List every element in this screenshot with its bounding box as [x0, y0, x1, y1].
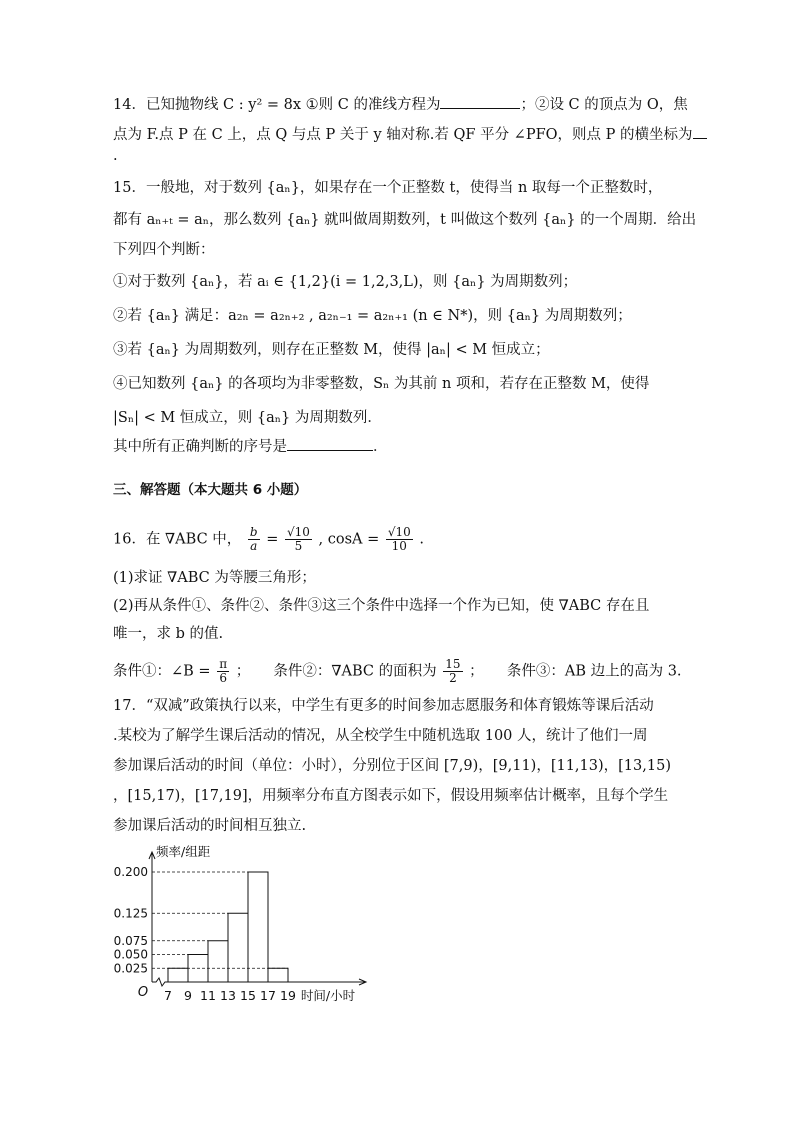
q15-item4: ④已知数列 {aₙ} 的各项均为非零整数，Sₙ 为其前 n 项和，若存在正整数 M，使得 — [113, 376, 650, 392]
q16-part2b: 唯一，求 b 的值. — [113, 626, 224, 642]
q14-line3: . — [113, 148, 118, 164]
q17-line3: 参加课后活动的时间（单位：小时），分别位于区间 [7,9)，[9,11)，[11,13)，[13,15) — [113, 758, 671, 774]
q16-frac-ba: $\frac{b}{a}$ — [249, 525, 258, 553]
q15-item3: ③若 {aₙ} 为周期数列，则存在正整数 M，使得 |aₙ| < M 恒成立； — [113, 342, 550, 358]
y-tick-0.050: 0.050 — [113, 947, 148, 962]
x-tick-19: 19 — [280, 988, 296, 1003]
y-tick-0.125: 0.125 — [113, 906, 148, 921]
x-tick-9: 9 — [184, 988, 192, 1003]
q17-line5: 参加课后活动的时间相互独立. — [113, 818, 307, 834]
section-heading: 三、解答题（本大题共 6 小题） — [113, 482, 308, 498]
q16-frac-sqrt10-10: $\frac{√10}{10}$ — [387, 525, 411, 553]
q15-line3: 下列四个判断： — [113, 242, 215, 258]
x-tick-17: 17 — [260, 988, 276, 1003]
origin-label: O — [137, 985, 149, 1000]
q14-line2: 点为 F.点 P 在 C 上，点 Q 与点 P 关于 y 轴对称.若 QF 平分 ∠PFO，则点 P 的横坐标为 — [113, 124, 707, 145]
q14-blank-2 — [693, 124, 707, 139]
q17-line2: .某校为了解学生课后活动的情况，从全校学生中随机选取 100 人，统计了他们一周 — [113, 728, 648, 744]
q16-stem: 16．在 ∇ABC 中， $\frac{b}{a}$ = $\frac{√10}{5}$ , cosA = $\frac{√10}{10}$ . — [113, 525, 424, 553]
q16-frac-15-2: $\frac{15}{2}$ — [445, 657, 461, 685]
q15-ask: 其中所有正确判断的序号是 ． — [113, 436, 388, 457]
y-axis-label: 频率/组距 — [156, 844, 211, 859]
x-tick-7: 7 — [164, 988, 172, 1003]
y-tick-0.025: 0.025 — [113, 961, 148, 976]
q15-line2: 都有 aₙ₊ₜ = aₙ，那么数列 {aₙ} 就叫做周期数列，t 叫做这个数列 {aₙ} 的一个周期．给出 — [113, 212, 697, 228]
bar-17-19 — [268, 968, 288, 982]
q16-conditions: 条件①：∠B = $\frac{\pi}{6}$ ； 条件②：∇ABC 的面积为 $\frac{15}{2}$ ； 条件③：AB 边上的高为 3. — [113, 657, 682, 685]
bar-7-9 — [168, 968, 188, 982]
q15-item2: ②若 {aₙ} 满足：a₂ₙ = a₂ₙ₊₂ , a₂ₙ₋₁ = a₂ₙ₊₁ (n ∈ N*)，则 {aₙ} 为周期数列； — [113, 308, 632, 324]
q14-line1: 14．已知抛物线 C : y² = 8x ①则 C 的准线方程为 ；②设 C 的顶点为 O，焦 — [113, 94, 688, 115]
q17-line1: 17．“双减”政策执行以来，中学生有更多的时间参加志愿服务和体育锻炼等课后活动 — [113, 698, 654, 714]
q16-part2a: (2)再从条件①、条件②、条件③这三个条件中选择一个作为已知，使 ∇ABC 存在且 — [113, 598, 650, 614]
frequency-histogram — [110, 840, 400, 1010]
y-tick-0.200: 0.200 — [113, 865, 148, 879]
x-axis-label: 时间/小时 — [300, 988, 356, 1003]
bar-11-13 — [208, 941, 228, 982]
x-tick-15: 15 — [240, 988, 256, 1003]
y-tick-0.075: 0.075 — [113, 933, 148, 948]
q16-frac-sqrt10-5: $\frac{√10}{5}$ — [286, 525, 310, 553]
bar-13-15 — [228, 913, 248, 982]
q17-line4: ，[15,17)，[17,19]，用频率分布直方图表示如下，假设用频率估计概率，且每个学生 — [113, 788, 669, 804]
q15-item4b: |Sₙ| < M 恒成立，则 {aₙ} 为周期数列． — [113, 410, 382, 426]
bar-15-17 — [248, 872, 268, 982]
q16-part1: (1)求证 ∇ABC 为等腰三角形； — [113, 570, 316, 586]
x-tick-11: 11 — [200, 988, 216, 1003]
q15-line1: 15．一般地，对于数列 {aₙ}，如果存在一个正整数 t，使得当 n 取每一个正整数时， — [113, 180, 663, 196]
q15-item1: ①对于数列 {aₙ}，若 aᵢ ∈ {1,2}(i = 1,2,3,L)，则 {aₙ} 为周期数列； — [113, 274, 578, 290]
q14-blank-1 — [440, 94, 520, 109]
q15-blank — [287, 436, 373, 451]
x-tick-13: 13 — [220, 988, 236, 1003]
q16-frac-pi6: $\frac{\pi}{6}$ — [219, 657, 228, 685]
